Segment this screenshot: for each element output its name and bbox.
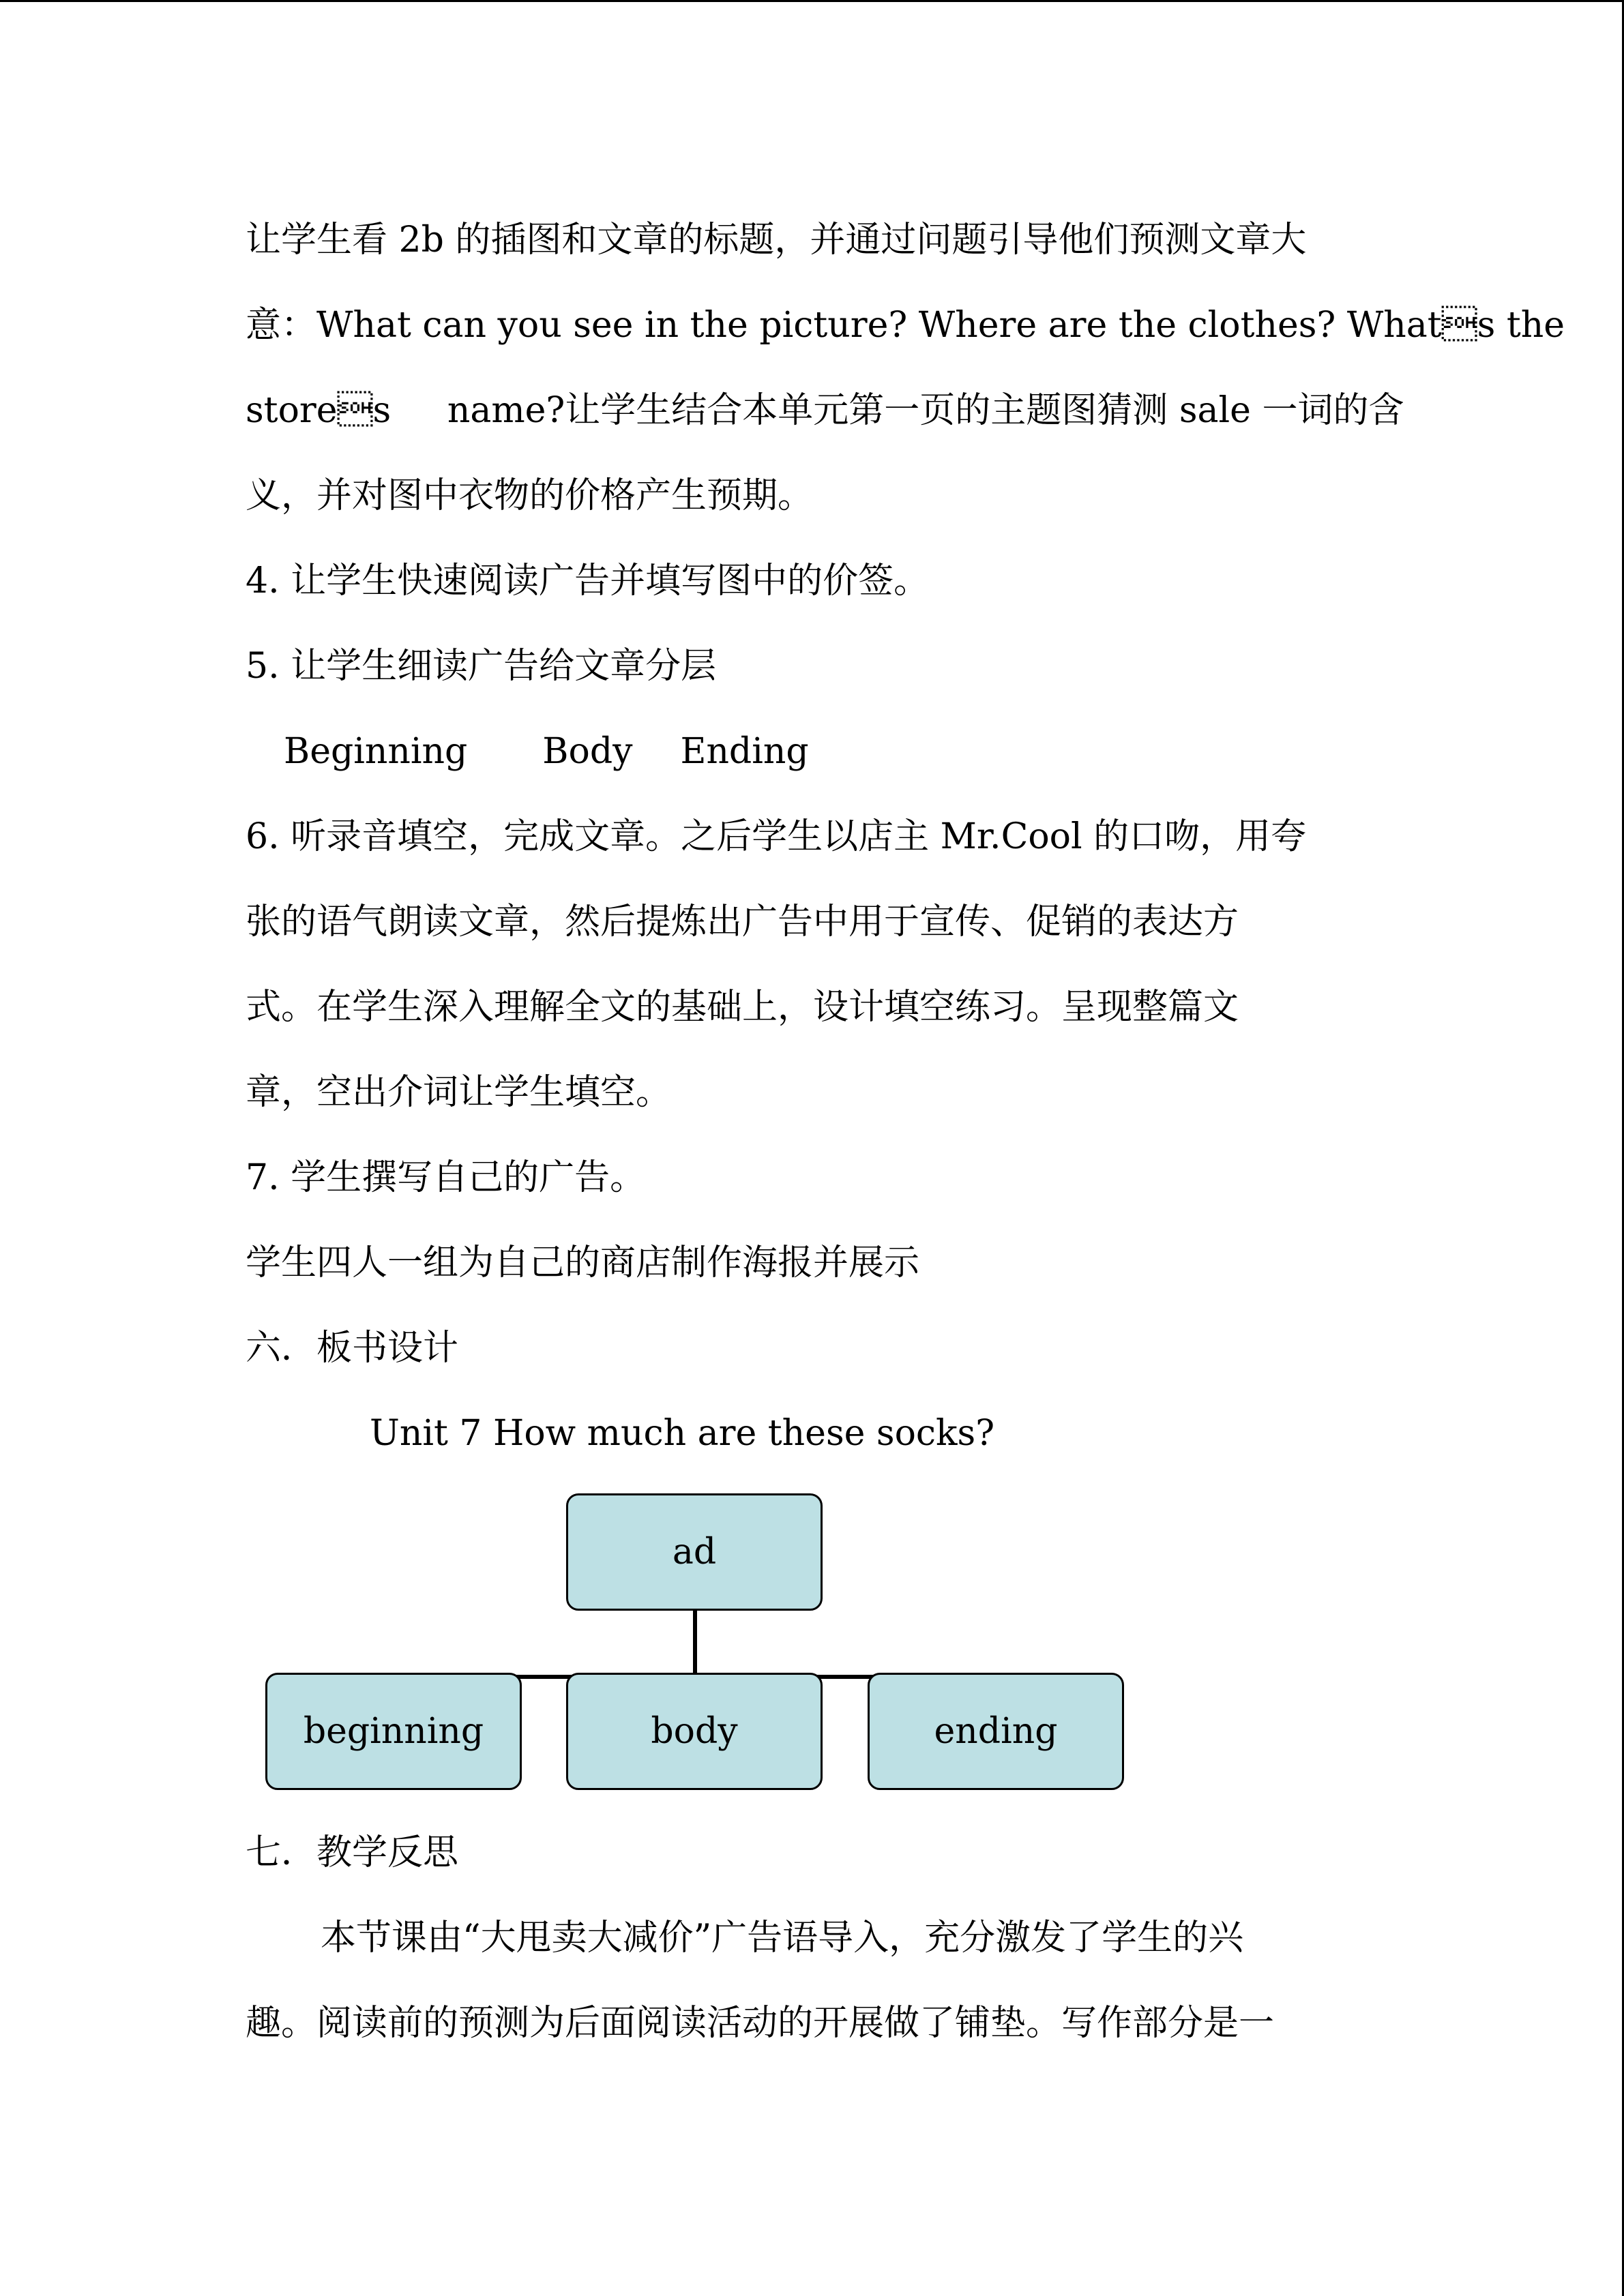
unit-title: Unit 7 How much are these socks? [370,1413,995,1454]
diagram-root-box: ad [566,1493,823,1611]
paragraph-line: 义，并对图中衣物的价格产生预期。 [246,475,814,516]
section-heading-board-design: 六．板书设计 [246,1328,459,1369]
step-4-text: 4. 让学生快速阅读广告并填写图中的价签。 [246,561,930,601]
board-design-diagram [246,1476,1391,1810]
paragraph-line: 意：What can you see in the picture? Where are the clothes? Whats the [246,305,1565,346]
step-5-text: 5. 让学生细读广告给文章分层 [246,646,717,687]
step-6-text: 张的语气朗读文章，然后提炼出广告中用于宣传、促销的表达方 [246,901,1239,942]
section-ending: Ending [680,731,809,772]
top-border-line [0,0,1624,2]
paragraph-line: stores name?让学生结合本单元第一页的主题图猜测 sale 一词的含 [246,390,1404,431]
section-body: Body [542,731,633,772]
reflection-text: 本节课由“大甩卖大减价”广告语导入，充分激发了学生的兴 [321,1918,1244,1958]
step-6-text: 章，空出介词让学生填空。 [246,1072,672,1113]
diagram-child-box: body [566,1673,823,1790]
step-6-text: 6. 听录音填空，完成文章。之后学生以店主 Mr.Cool 的口吻，用夸 [246,816,1307,857]
sections-row [246,709,1391,794]
section-beginning: Beginning [284,731,468,772]
step-7-text: 7. 学生撰写自己的广告。 [246,1157,646,1198]
reflection-text: 趣。阅读前的预测为后面阅读活动的开展做了铺垫。写作部分是一 [246,2003,1275,2044]
diagram-child-box: ending [868,1673,1124,1790]
diagram-child-box: beginning [265,1673,522,1790]
step-6-text: 式。在学生深入理解全文的基础上，设计填空练习。呈现整篇文 [246,987,1239,1028]
document-page [246,198,1565,2066]
connector-line-vertical [693,1611,697,1679]
paragraph-line: 让学生看 2b 的插图和文章的标题，并通过问题引导他们预测文章大 [246,220,1307,260]
section-heading-reflection: 七．教学反思 [246,1832,459,1873]
group-work-text: 学生四人一组为自己的商店制作海报并展示 [246,1242,920,1283]
